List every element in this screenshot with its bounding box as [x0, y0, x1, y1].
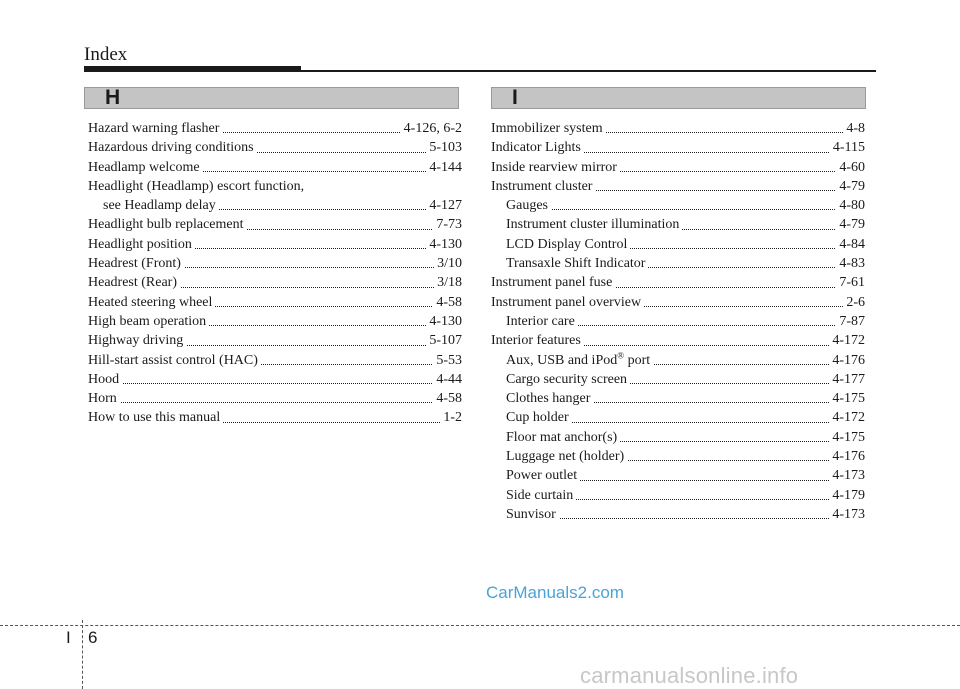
index-entry[interactable] [88, 408, 462, 427]
index-entry-text: Immobilizer system [491, 121, 606, 136]
index-entry-page: 4-44 [433, 370, 462, 389]
index-entry-text: Horn [88, 391, 120, 406]
section-header-h [84, 87, 459, 109]
index-entry-text: Headlight (Headlamp) escort function, [88, 179, 307, 194]
section-letter-i: I [512, 86, 518, 109]
index-entry-page: 4-83 [836, 254, 865, 273]
index-column-h [88, 119, 462, 428]
index-entry-text: Gauges [506, 198, 551, 213]
index-entry-page: 4-177 [829, 370, 865, 389]
index-entry-page: 4-176 [829, 351, 865, 370]
index-entry[interactable] [491, 293, 865, 312]
index-entry-page: 4-175 [829, 389, 865, 408]
index-entry[interactable] [491, 408, 865, 427]
index-entry-page: 4-179 [829, 486, 865, 505]
index-entry-text: Aux, USB and iPod® port [506, 353, 653, 368]
index-entry-text: Hill-start assist control (HAC) [88, 353, 261, 368]
section-header-i [491, 87, 866, 109]
index-entry[interactable] [88, 331, 462, 350]
index-entry-text: Interior care [506, 314, 578, 329]
index-entry[interactable] [491, 215, 865, 234]
watermark-carmanualsonline[interactable]: carmanualsonline.info [580, 663, 799, 688]
index-entry[interactable] [491, 466, 865, 485]
index-entry[interactable] [491, 428, 865, 447]
dot-leader [506, 518, 865, 519]
index-entry-text: Highway driving [88, 333, 186, 348]
index-entry-text: Headrest (Rear) [88, 275, 180, 290]
index-entry-text: Interior features [491, 333, 584, 348]
title-rule-thin [301, 70, 876, 72]
index-entry[interactable] [491, 312, 865, 331]
index-entry[interactable] [88, 177, 462, 196]
index-entry[interactable] [88, 293, 462, 312]
dot-leader [88, 402, 462, 403]
index-entry-text: Hazardous driving conditions [88, 140, 257, 155]
index-entry-text: Instrument panel overview [491, 295, 644, 310]
index-entry-page: 4-173 [829, 505, 865, 524]
index-entry[interactable] [491, 273, 865, 292]
index-entry-page: 4-144 [426, 158, 462, 177]
index-entry-text: Instrument cluster illumination [506, 217, 682, 232]
index-entry[interactable] [491, 177, 865, 196]
index-entry-page: 2-6 [843, 293, 865, 312]
section-letter-h: H [105, 86, 121, 109]
index-entry[interactable] [88, 119, 462, 138]
index-entry-text: Instrument panel fuse [491, 275, 615, 290]
index-entry-text: LCD Display Control [506, 237, 630, 252]
index-entry-page: 7-87 [836, 312, 865, 331]
index-entry[interactable] [491, 196, 865, 215]
index-entry-text: Headlight position [88, 237, 195, 252]
index-entry-page: 4-176 [829, 447, 865, 466]
index-entry-page: 4-58 [433, 389, 462, 408]
index-entry[interactable] [88, 215, 462, 234]
index-entry-page: 4-172 [829, 331, 865, 350]
index-entry[interactable] [88, 196, 462, 215]
index-entry-page: 7-73 [433, 215, 462, 234]
index-entry[interactable] [88, 273, 462, 292]
watermark-carmanuals2[interactable]: CarManuals2.com [486, 583, 624, 602]
index-entry-text: Heated steering wheel [88, 295, 215, 310]
index-entry-text: Inside rearview mirror [491, 160, 620, 175]
index-entry[interactable] [491, 254, 865, 273]
index-entry-text: Cargo security screen [506, 372, 630, 387]
index-entry[interactable] [88, 351, 462, 370]
index-entry[interactable] [491, 370, 865, 389]
index-entry-text: Hazard warning flasher [88, 121, 222, 136]
index-entry-page: 4-173 [829, 466, 865, 485]
index-entry-text: see Headlamp delay [103, 198, 219, 213]
index-entry-text: Floor mat anchor(s) [506, 430, 620, 445]
index-entry[interactable] [491, 351, 865, 370]
index-entry[interactable] [88, 312, 462, 331]
index-entry-page: 1-2 [440, 408, 462, 427]
index-entry-text: Headrest (Front) [88, 256, 184, 271]
index-entry-text: How to use this manual [88, 410, 223, 425]
index-entry-page: 4-175 [829, 428, 865, 447]
footer-section-label: I [66, 628, 71, 647]
index-entry-page: 3/10 [434, 254, 462, 273]
index-entry-text: Clothes hanger [506, 391, 593, 406]
index-entry[interactable] [491, 235, 865, 254]
footer-vertical-divider [82, 620, 83, 689]
index-column-i [491, 119, 865, 524]
index-entry-page: 4-126, 6-2 [401, 119, 462, 138]
index-entry[interactable] [88, 138, 462, 157]
index-entry[interactable] [88, 235, 462, 254]
index-entry[interactable] [491, 119, 865, 138]
index-entry-page: 4-172 [829, 408, 865, 427]
index-entry-page: 4-79 [836, 177, 865, 196]
index-entry-page: 4-130 [426, 312, 462, 331]
index-entry-page: 5-107 [426, 331, 462, 350]
index-entry-text: Power outlet [506, 468, 580, 483]
index-entry-text: Side curtain [506, 488, 576, 503]
index-entry-page: 5-103 [426, 138, 462, 157]
title-rule-thick [84, 66, 301, 72]
index-entry-text: High beam operation [88, 314, 209, 329]
index-entry[interactable] [491, 158, 865, 177]
index-entry-text: Cup holder [506, 410, 572, 425]
index-entry[interactable] [88, 158, 462, 177]
index-entry-page: 3/18 [434, 273, 462, 292]
page-title: Index [84, 44, 128, 65]
index-entry[interactable] [491, 389, 865, 408]
index-entry-page: 4-84 [836, 235, 865, 254]
index-entry-text: Indicator Lights [491, 140, 584, 155]
index-entry-page: 4-8 [843, 119, 865, 138]
index-entry[interactable] [88, 389, 462, 408]
index-entry-page: 4-80 [836, 196, 865, 215]
index-entry-text: Instrument cluster [491, 179, 595, 194]
index-entry-page: 7-61 [836, 273, 865, 292]
index-entry-page: 4-79 [836, 215, 865, 234]
index-entry-page: 5-53 [433, 351, 462, 370]
index-entry[interactable] [491, 447, 865, 466]
index-entry[interactable] [491, 486, 865, 505]
dot-leader [506, 209, 865, 210]
index-entry-text: Hood [88, 372, 122, 387]
index-entry-text: Headlamp welcome [88, 160, 203, 175]
index-entry[interactable] [491, 138, 865, 157]
index-entry-text: Luggage net (holder) [506, 449, 627, 464]
footer-divider [0, 625, 960, 626]
index-entry[interactable] [491, 505, 865, 524]
index-entry[interactable] [491, 331, 865, 350]
index-entry-page: 4-58 [433, 293, 462, 312]
index-entry[interactable] [88, 370, 462, 389]
index-entry-text: Headlight bulb replacement [88, 217, 247, 232]
index-entry-page: 4-115 [830, 138, 865, 157]
index-entry-text: Sunvisor [506, 507, 559, 522]
dot-leader [88, 383, 462, 384]
index-entry[interactable] [88, 254, 462, 273]
footer-page-number: 6 [88, 628, 98, 647]
index-entry-page: 4-60 [836, 158, 865, 177]
index-entry-page: 4-130 [426, 235, 462, 254]
index-entry-text: Transaxle Shift Indicator [506, 256, 648, 271]
index-entry-page: 4-127 [426, 196, 462, 215]
